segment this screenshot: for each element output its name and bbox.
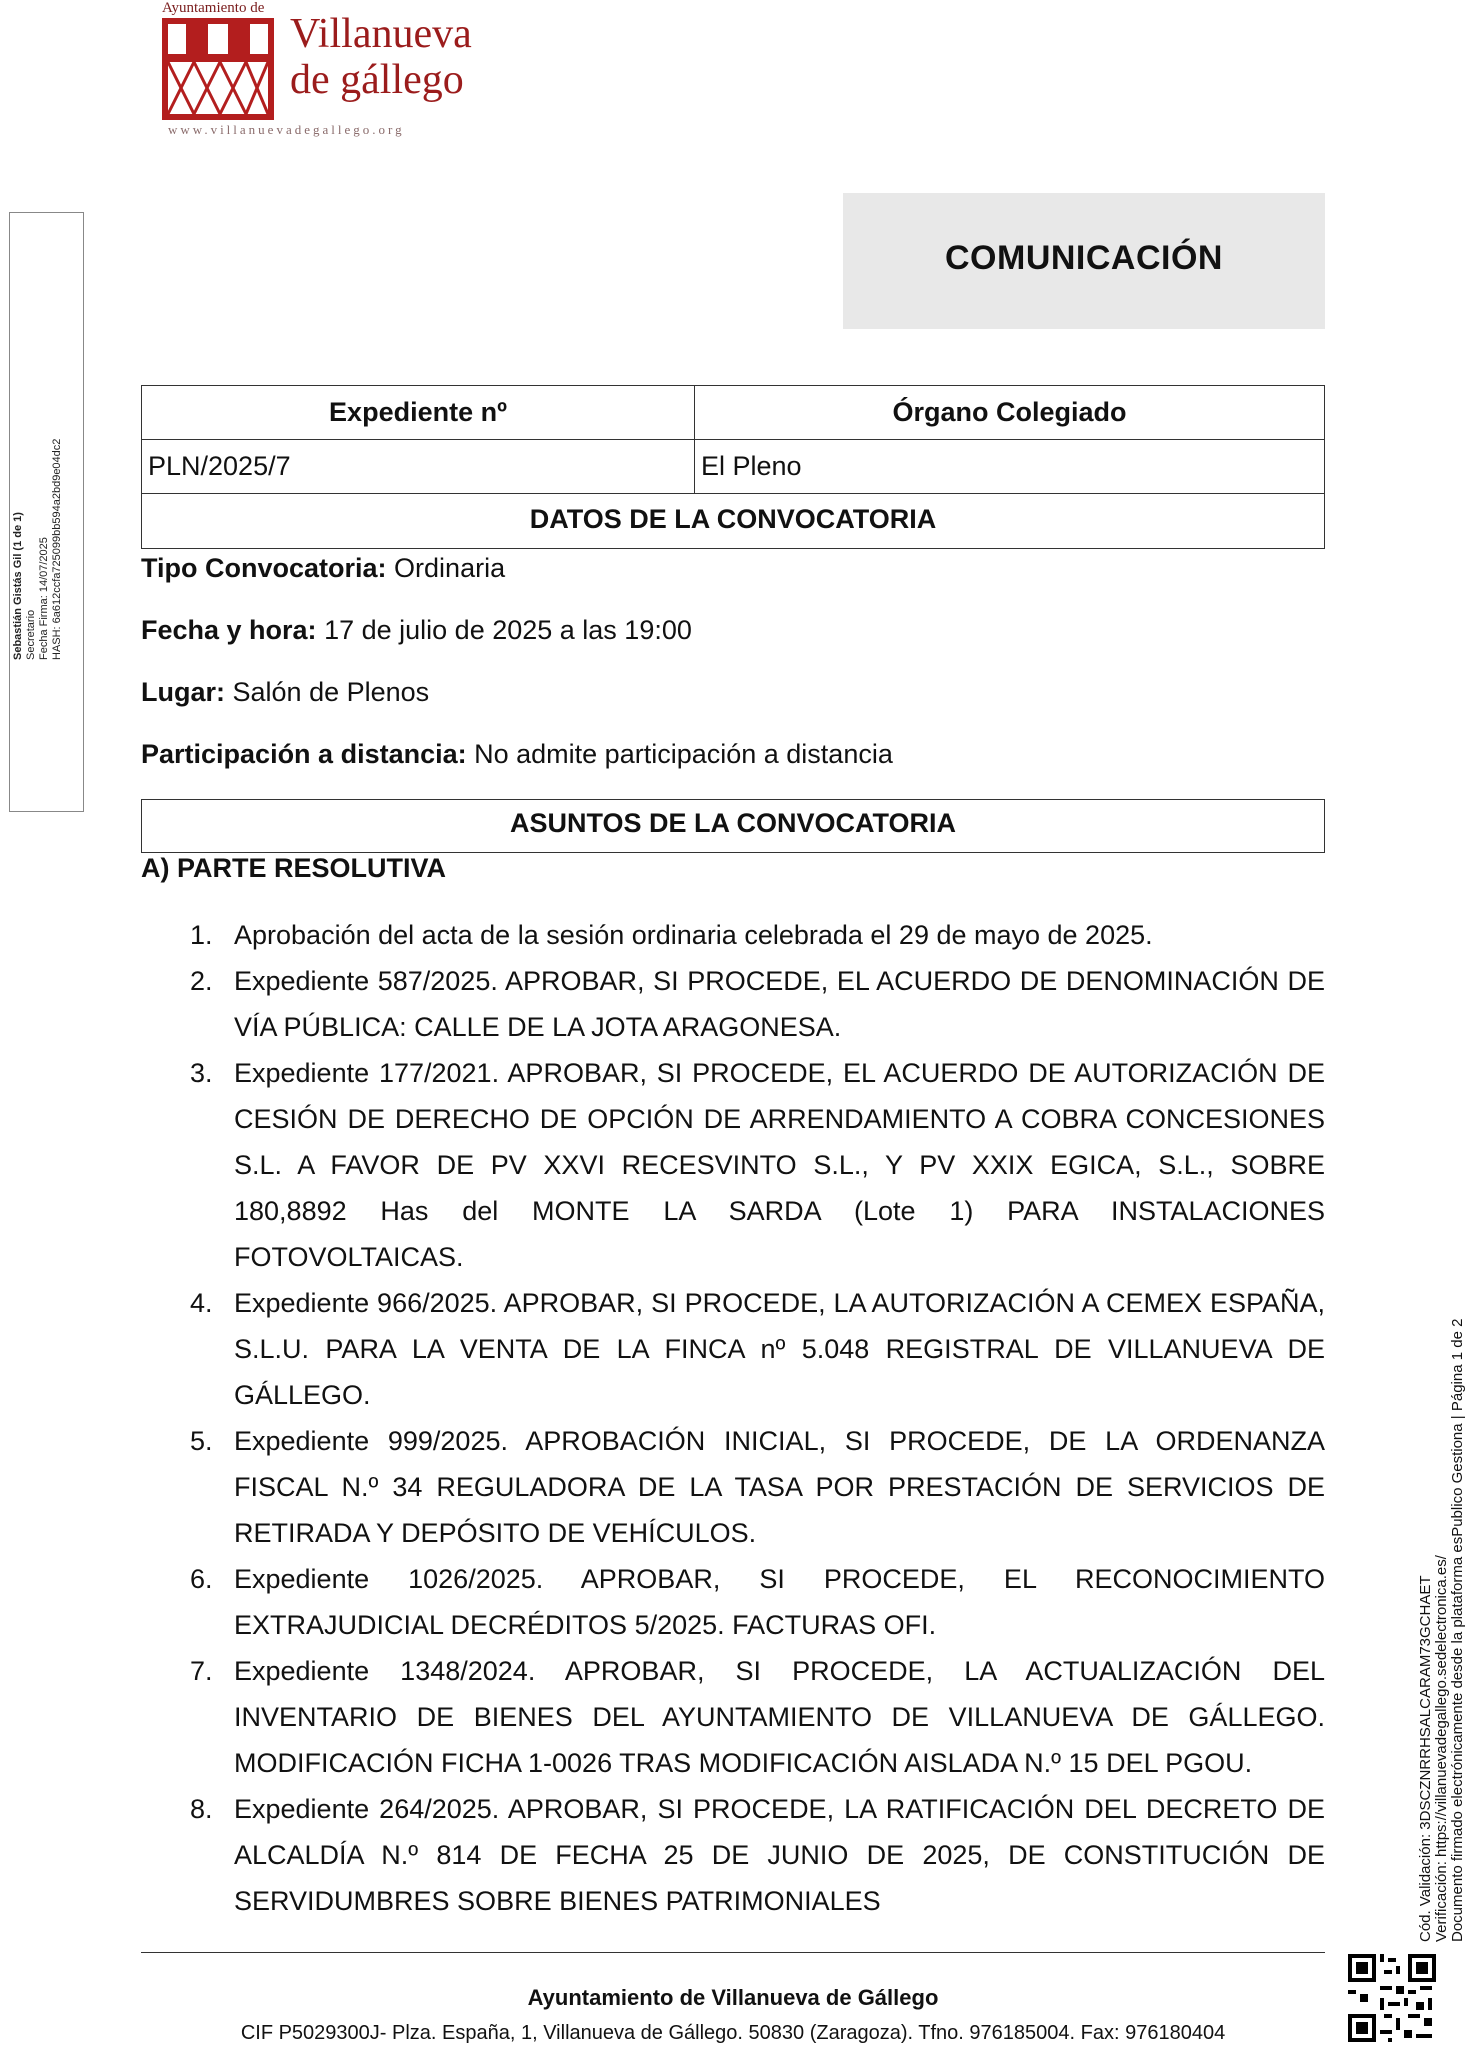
item-number: 1. [190, 920, 213, 950]
verification-url: Verificación: https://villanuevadegallego.sedelectronica.es/ [1433, 1555, 1450, 1942]
item-number: 8. [190, 1794, 213, 1824]
list-item [190, 1786, 1325, 1924]
field-label: Participación a distancia: [141, 739, 467, 769]
list-item [190, 1050, 1325, 1280]
list-item [190, 1418, 1325, 1556]
item-number: 7. [190, 1656, 213, 1686]
document-title-banner [843, 193, 1325, 329]
asuntos-section-header: ASUNTOS DE LA CONVOCATORIA [141, 799, 1325, 853]
municipal-logo [158, 0, 470, 142]
item-number: 5. [190, 1426, 213, 1456]
field-label: Fecha y hora: [141, 615, 317, 645]
item-text: Expediente 966/2025. APROBAR, SI PROCEDE, LA AUTORIZACIÓN A CEMEX ESPAÑA, S.L.U. PARA LA VENTA DE LA FINCA nº 5.048 REGISTRAL DE VILLANUEVA DE GÁLLEGO. [234, 1288, 1325, 1410]
logo-name-line1: Villanueva [290, 11, 472, 57]
castle-emblem-icon [162, 18, 274, 120]
item-number: 2. [190, 966, 213, 996]
header-organo: Órgano Colegiado [695, 386, 1325, 440]
list-item [190, 958, 1325, 1050]
list-item [190, 1280, 1325, 1418]
item-text: Expediente 264/2025. APROBAR, SI PROCEDE, LA RATIFICACIÓN DEL DECRETO DE ALCALDÍA N.º 814 DE FECHA 25 DE JUNIO DE 2025, DE CONSTITUCIÓN DE SERVIDUMBRES SOBRE BIENES PATRIMONIALES [234, 1794, 1325, 1916]
item-number: 3. [190, 1058, 213, 1088]
field-value: Ordinaria [394, 553, 506, 583]
list-item [190, 1556, 1325, 1648]
item-text: Expediente 587/2025. APROBAR, SI PROCEDE, EL ACUERDO DE DENOMINACIÓN DE VÍA PÚBLICA: CALLE DE LA JOTA ARAGONESA. [234, 966, 1325, 1042]
field-fecha-hora [141, 615, 692, 646]
organo-value: El Pleno [695, 440, 1325, 494]
signature-hash: HASH: 6a612ccfa725099bb594a2bd9e04dc2 [51, 438, 63, 660]
item-text: Expediente 1026/2025. APROBAR, SI PROCEDE, EL RECONOCIMIENTO EXTRAJUDICIAL DECRÉDITOS 5/2025. FACTURAS OFI. [234, 1564, 1325, 1640]
item-text: Expediente 177/2021. APROBAR, SI PROCEDE, EL ACUERDO DE AUTORIZACIÓN DE CESIÓN DE DERECHO DE OPCIÓN DE ARRENDAMIENTO A COBRA CONCESIONES S.L. A FAVOR DE PV XXVI RECESVINTO S.L., Y PV XXIX EGICA, S.L., SOBRE 180,8892 Has del MONTE LA SARDA (Lote 1) PARA INSTALACIONES FOTOVOLTAICAS. [234, 1058, 1325, 1272]
footer-org: Ayuntamiento de Villanueva de Gállego [527, 1985, 939, 2010]
qr-code-icon [1348, 1954, 1436, 2042]
field-label: Lugar: [141, 677, 225, 707]
expediente-table [141, 385, 1325, 494]
document-title: COMUNICACIÓN [945, 239, 1223, 277]
footer-divider [141, 1952, 1325, 1953]
item-text: Expediente 999/2025. APROBACIÓN INICIAL, SI PROCEDE, DE LA ORDENANZA FISCAL N.º 34 REGULADORA DE LA TASA POR PRESTACIÓN DE SERVICIOS DE RETIRADA Y DEPÓSITO DE VEHÍCULOS. [234, 1426, 1325, 1548]
item-text: Aprobación del acta de la sesión ordinaria celebrada el 29 de mayo de 2025. [234, 920, 1153, 950]
part-title: A) PARTE RESOLUTIVA [141, 853, 447, 883]
field-participacion [141, 739, 893, 770]
logo-name-line2: de gállego [290, 57, 464, 103]
validation-block [1418, 1319, 1466, 1942]
table-header-row [142, 386, 1325, 440]
list-item [190, 1648, 1325, 1786]
signer-role: Secretario [25, 609, 37, 660]
header-expediente: Expediente nº [142, 386, 695, 440]
field-value: No admite participación a distancia [474, 739, 893, 769]
validation-code: Cód. Validación: 3DSCZNRRHSALCARAM73GCHAET [1417, 1575, 1434, 1942]
item-text: Expediente 1348/2024. APROBAR, SI PROCEDE, LA ACTUALIZACIÓN DEL INVENTARIO DE BIENES DEL AYUNTAMIENTO DE VILLANUEVA DE GÁLLEGO. MODIFICACIÓN FICHA 1-0026 TRAS MODIFICACIÓN AISLADA N.º 15 DEL PGOU. [234, 1656, 1325, 1778]
signature-date: Fecha Firma: 14/07/2025 [38, 537, 50, 660]
logo-url: www.villanuevadegallego.org [168, 122, 405, 137]
datos-section-header: DATOS DE LA CONVOCATORIA [141, 493, 1325, 549]
field-value: 17 de julio de 2025 a las 19:00 [324, 615, 692, 645]
signature-block [12, 439, 64, 660]
field-label: Tipo Convocatoria: [141, 553, 387, 583]
field-lugar [141, 677, 429, 708]
item-number: 4. [190, 1288, 213, 1318]
footer-address: CIF P5029300J- Plza. España, 1, Villanueva de Gállego. 50830 (Zaragoza). Tfno. 976185004. Fax: 976180404 [240, 2022, 1226, 2044]
field-value: Salón de Plenos [232, 677, 430, 707]
platform-note: Documento firmado electrónicamente desde la plataforma esPublico Gestiona | Página 1 de 2 [1449, 1318, 1466, 1942]
field-tipo-convocatoria [141, 553, 505, 584]
agenda-list [190, 912, 1325, 1924]
list-item [190, 912, 1325, 958]
logo-org-prefix: Ayuntamiento de [162, 0, 265, 16]
table-row [142, 440, 1325, 494]
item-number: 6. [190, 1564, 213, 1594]
expediente-value: PLN/2025/7 [142, 440, 695, 494]
signer-name: Sebastián Gistás Gil (1 de 1) [12, 512, 24, 660]
